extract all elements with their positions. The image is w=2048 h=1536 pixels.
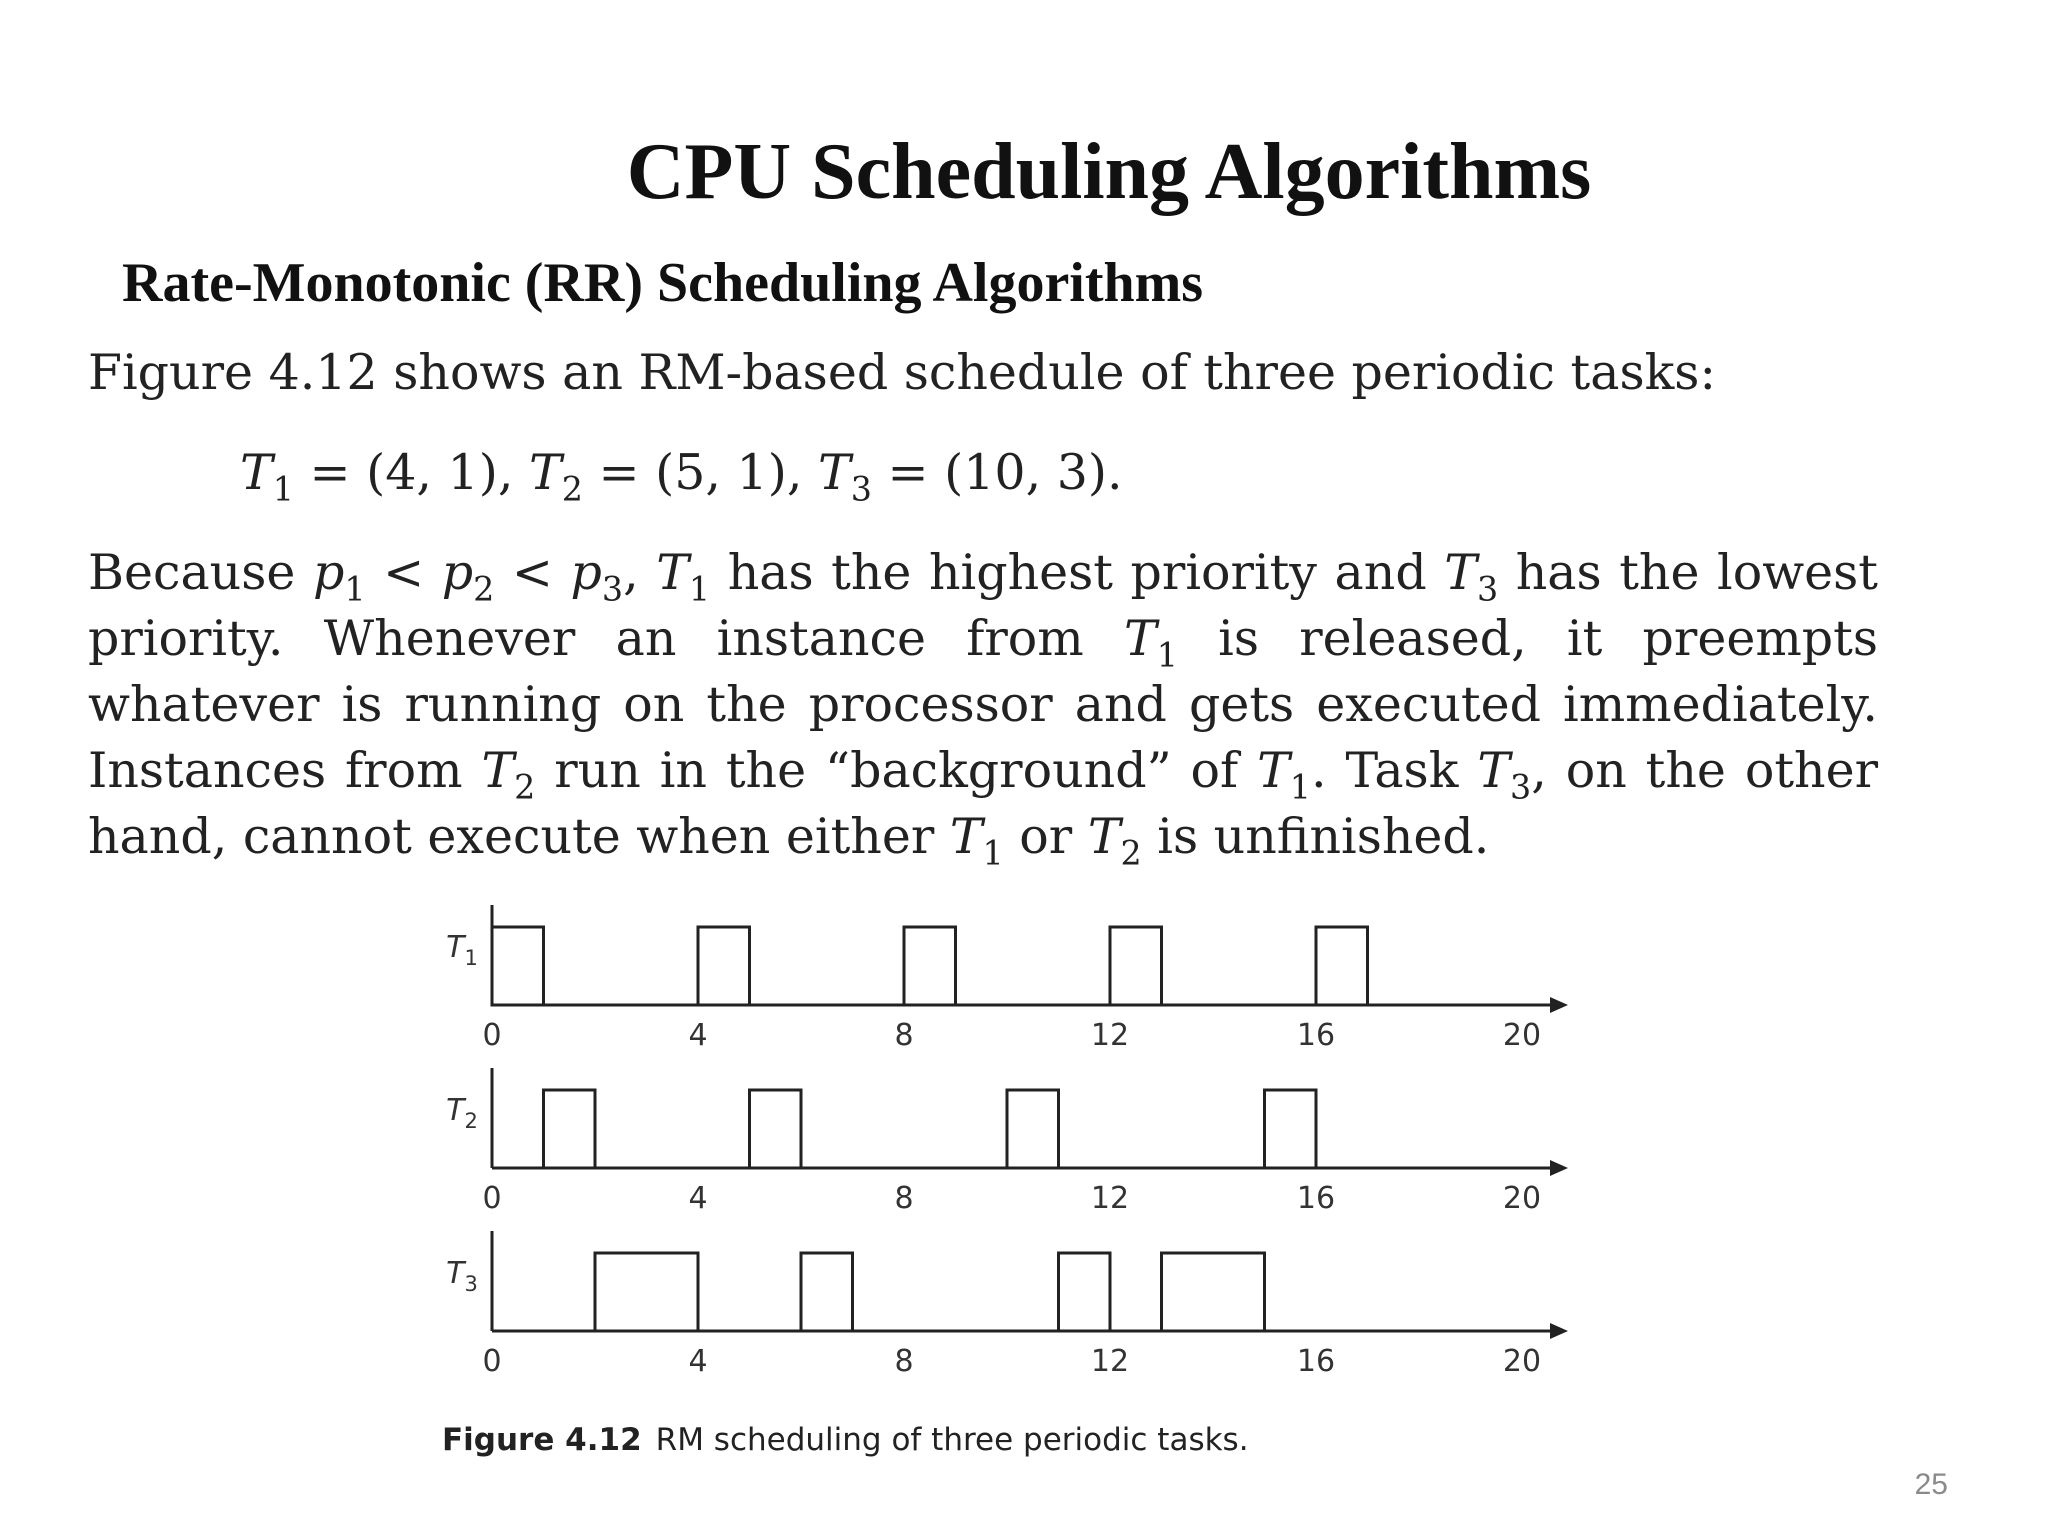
task-1-axis-arrow (1550, 997, 1568, 1013)
task-1-execution-block (492, 927, 544, 1005)
task-2-tick-label: 4 (688, 1181, 708, 1216)
task-1-tick-label: 8 (894, 1018, 914, 1053)
task-1-tick-label: 16 (1296, 1018, 1336, 1053)
task-2-execution-block (750, 1090, 802, 1168)
caption-text: RM scheduling of three periodic tasks. (655, 1422, 1249, 1458)
task-3-tick-label: 4 (688, 1344, 708, 1379)
task-1-execution-block (904, 927, 956, 1005)
task-2-label: $T_2$ (446, 1093, 478, 1133)
task-2-axis-arrow (1550, 1160, 1568, 1176)
task-3-tick-label: 20 (1502, 1344, 1542, 1379)
task-3-tick-label: 8 (894, 1344, 914, 1379)
task-1-execution-block (1110, 927, 1162, 1005)
task-1-tick-label: 20 (1502, 1018, 1542, 1053)
task-2-execution-block (1265, 1090, 1317, 1168)
task-2-execution-block (544, 1090, 596, 1168)
slide-subtitle: Rate-Monotonic (RR) Scheduling Algorithms (122, 252, 1204, 314)
task-2-tick-label: 12 (1090, 1181, 1130, 1216)
task-2-tick-label: 8 (894, 1181, 914, 1216)
task-1-execution-block (698, 927, 750, 1005)
task-3-label: $T_3$ (446, 1256, 478, 1296)
task-2-tick-label: 16 (1296, 1181, 1336, 1216)
task-3-execution-block (1162, 1253, 1265, 1331)
task-2-tick-label: 20 (1502, 1181, 1542, 1216)
task-3-tick-label: 12 (1090, 1344, 1130, 1379)
task-1-execution-block (1316, 927, 1368, 1005)
task-1-label: $T_1$ (446, 930, 478, 970)
rm-schedule-diagram (420, 880, 1600, 1400)
task-2-execution-block (1007, 1090, 1059, 1168)
task-2-tick-label: 0 (482, 1181, 502, 1216)
task-1-tick-label: 12 (1090, 1018, 1130, 1053)
task-1-tick-label: 0 (482, 1018, 502, 1053)
caption-label: Figure 4.12 (442, 1422, 642, 1458)
task-3-execution-block (1059, 1253, 1111, 1331)
task-set-formula: $T_1 = (4$, 1), $T_2 = (5$, 1), $T_3 = (10$, 3). (240, 444, 1123, 509)
task-3-execution-block (801, 1253, 853, 1331)
task-3-axis-arrow (1550, 1323, 1568, 1339)
task-1-tick-label: 4 (688, 1018, 708, 1053)
intro-text: Figure 4.12 shows an RM-based schedule of three periodic tasks: (88, 344, 1716, 401)
task-3-tick-label: 0 (482, 1344, 502, 1379)
figure-caption (442, 1420, 1249, 1460)
page-number: 25 (1914, 1468, 1948, 1501)
explanation-paragraph: Because $p_1 < p_2 < p_3$, $T_1$ has the highest priority and $T_3$ has the lowest priority. Whenever an instance from $T_1$ is released, it preempts whatever is running on the processor and gets executed immediately. Instances from $T_2$ run in the “background” of $T_1$. Task $T_3$, on the other hand, cannot execute when either $T_1$ or $T_2$ is unfinished. (88, 544, 1879, 873)
slide-title: CPU Scheduling Algorithms (626, 128, 1592, 216)
task-3-execution-block (595, 1253, 698, 1331)
task-3-tick-label: 16 (1296, 1344, 1336, 1379)
